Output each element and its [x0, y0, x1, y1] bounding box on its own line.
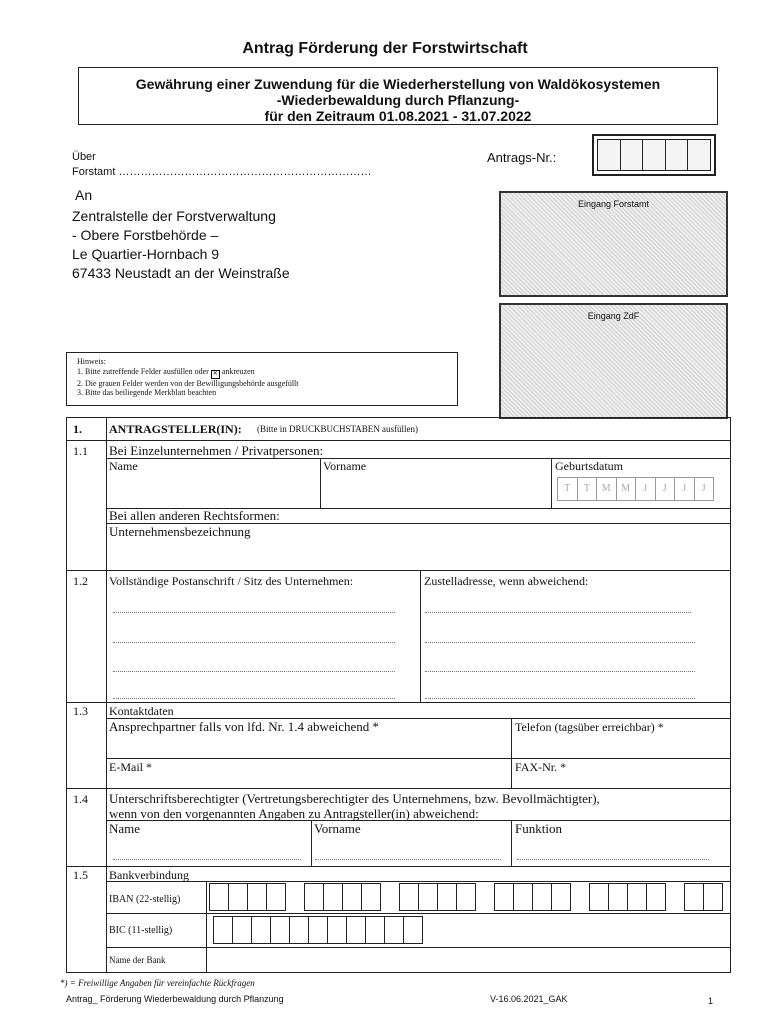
recipient-line-2: - Obere Forstbehörde –	[72, 227, 219, 243]
iban-digit-cell[interactable]	[266, 883, 286, 911]
divider	[106, 881, 730, 882]
iban-digit-cell[interactable]	[209, 883, 229, 911]
ueber-block	[72, 150, 371, 180]
hinweis-item-2: 2. Die grauen Felder werden von der Bewilligungsbehörde ausgefüllt	[77, 378, 299, 388]
bank-name-label: Name der Bank	[109, 955, 166, 965]
iban-digit-cell[interactable]	[304, 883, 324, 911]
divider	[511, 820, 512, 866]
iban-digit-cell[interactable]	[532, 883, 552, 911]
divider	[67, 702, 730, 703]
unterschrift-heading-line-2: wenn von den vorgenannten Angaben zu Antragsteller(in) abweichend:	[109, 806, 479, 821]
iban-digit-cell[interactable]	[228, 883, 248, 911]
iban-digit-cell[interactable]	[361, 883, 381, 911]
divider	[311, 820, 312, 866]
iban-digit-cell[interactable]	[589, 883, 609, 911]
telefon-label[interactable]: Telefon (tagsüber erreichbar) *	[515, 720, 664, 734]
iban-digit-cell[interactable]	[608, 883, 628, 911]
other-forms-heading: Bei allen anderen Rechtsformen:	[109, 508, 280, 523]
hinweis-item-3: 3. Bitte das beiliegende Merkblatt beachten	[77, 388, 217, 397]
zustelladresse-label: Zustelladresse, wenn abweichend:	[424, 574, 589, 588]
divider	[67, 788, 730, 789]
bic-digit-cell[interactable]	[384, 916, 404, 944]
subtitle-line-2: -Wiederbewaldung durch Pflanzung-	[276, 92, 520, 108]
section-1-number: 1.	[73, 422, 82, 436]
iban-digit-cell[interactable]	[323, 883, 343, 911]
bic-digit-cell[interactable]	[365, 916, 385, 944]
divider	[551, 458, 552, 508]
subtitle-box	[78, 67, 718, 125]
name-label: Name	[109, 459, 138, 473]
bic-digit-cell[interactable]	[289, 916, 309, 944]
bic-digit-cell[interactable]	[232, 916, 252, 944]
divider	[67, 570, 730, 571]
geburtsdatum-label: Geburtsdatum	[555, 459, 623, 473]
unternehmen-label[interactable]: Unternehmensbezeichnung	[109, 524, 251, 539]
divider	[106, 913, 730, 914]
iban-digit-cell[interactable]	[399, 883, 419, 911]
iban-digit-cell[interactable]	[646, 883, 666, 911]
bic-digit-cell[interactable]	[251, 916, 271, 944]
divider	[106, 820, 730, 821]
antrags-nr-cell	[688, 140, 710, 170]
subtitle-line-1: Gewährung einer Zuwendung für die Wiederherstellung von Waldökosystemen	[135, 76, 661, 92]
hinweis-item-1	[77, 367, 447, 379]
antrags-nr-cell	[666, 140, 689, 170]
unterschrift-heading-line-1: Unterschriftsberechtigter (Vertretungsberechtigter des Unternehmens, bzw. Bevollmächtigter),	[109, 791, 600, 806]
forstamt-field[interactable]: Forstamt ……………………………………………………………	[72, 166, 372, 178]
hinweis-box	[66, 352, 458, 406]
kontaktdaten-heading: Kontaktdaten	[109, 704, 174, 718]
bic-digit-cell[interactable]	[327, 916, 347, 944]
footer-title: Antrag_ Förderung Wiederbewaldung durch Pflanzung	[66, 994, 284, 1004]
form-title: Antrag Förderung der Forstwirtschaft	[242, 40, 528, 57]
iban-digit-cell[interactable]	[684, 883, 704, 911]
iban-label: IBAN (22-stellig)	[109, 894, 181, 905]
section-1-4-number: 1.4	[73, 792, 88, 806]
vorname-label: Vorname	[323, 459, 367, 473]
iban-digit-cell[interactable]	[513, 883, 533, 911]
date-digit-cell[interactable]: J	[635, 477, 656, 501]
number-column-divider	[106, 418, 107, 972]
iban-digit-cell[interactable]	[551, 883, 571, 911]
section-1-5-number: 1.5	[73, 868, 88, 882]
date-digit-cell[interactable]: J	[674, 477, 695, 501]
unterschrift-name-field[interactable]	[113, 859, 301, 860]
section-1-2-number: 1.2	[73, 574, 88, 588]
eingang-zdf-label: Eingang ZdF	[587, 311, 640, 321]
zustelladresse-line[interactable]	[425, 642, 695, 643]
zustelladresse-line[interactable]	[425, 698, 695, 699]
divider	[420, 570, 421, 702]
funktion-field[interactable]	[517, 859, 709, 860]
bankverbindung-heading: Bankverbindung	[109, 868, 189, 882]
an-label: An	[75, 187, 93, 203]
section-1-note: (Bitte in DRUCKBUCHSTABEN ausfüllen)	[257, 424, 419, 434]
bic-digit-cell[interactable]	[213, 916, 233, 944]
bic-digit-cell[interactable]	[270, 916, 290, 944]
date-digit-cell[interactable]: J	[655, 477, 676, 501]
zustelladresse-line[interactable]	[425, 671, 695, 672]
recipient-line-1: Zentralstelle der Forstverwaltung	[72, 208, 276, 224]
bank-name-field[interactable]	[207, 948, 729, 972]
date-digit-cell[interactable]: M	[616, 477, 637, 501]
ansprechpartner-label[interactable]: Ansprechpartner falls von lfd. Nr. 1.4 abweichend *	[109, 719, 380, 734]
recipient-line-4: 67433 Neustadt an der Weinstraße	[72, 265, 290, 281]
hinweis-item-1-suffix: ankreuzen	[221, 366, 255, 376]
divider	[320, 458, 321, 508]
postanschrift-line[interactable]	[113, 642, 395, 643]
subtitle-line-3: für den Zeitraum 01.08.2021 - 31.07.2022	[264, 108, 532, 124]
unterschrift-vorname-field[interactable]	[315, 859, 501, 860]
zustelladresse-line[interactable]	[425, 612, 691, 613]
iban-digit-cell[interactable]	[703, 883, 723, 911]
bic-digit-cell[interactable]	[308, 916, 328, 944]
unterschrift-name-label: Name	[109, 821, 141, 836]
ueber-label: Über	[72, 151, 96, 163]
footer-version: V-16.06.2021_GAK	[490, 994, 568, 1004]
iban-digit-cell[interactable]	[456, 883, 476, 911]
iban-digit-cell[interactable]	[437, 883, 457, 911]
recipient-line-3: Le Quartier-Hornbach 9	[72, 246, 220, 262]
antragsteller-form	[66, 417, 731, 973]
divider	[106, 758, 730, 759]
postanschrift-line[interactable]	[113, 698, 395, 699]
divider	[511, 718, 512, 788]
bic-digit-cell[interactable]	[403, 916, 423, 944]
divider	[67, 440, 730, 441]
divider	[67, 866, 730, 867]
iban-digit-cell[interactable]	[247, 883, 267, 911]
antrags-nr-cell	[643, 140, 666, 170]
date-digit-cell[interactable]: J	[694, 477, 715, 501]
funktion-label: Funktion	[515, 821, 562, 836]
iban-digit-cell[interactable]	[494, 883, 514, 911]
antrags-nr-label: Antrags-Nr.:	[487, 150, 557, 165]
eingang-forstamt-label: Eingang Forstamt	[577, 199, 650, 209]
eingang-zdf-box	[499, 303, 728, 419]
date-digit-cell[interactable]: M	[596, 477, 617, 501]
iban-digit-cell[interactable]	[342, 883, 362, 911]
antrags-nr-box	[592, 134, 716, 176]
date-digit-cell[interactable]: T	[557, 477, 578, 501]
recipient-address	[72, 207, 290, 283]
fax-label[interactable]: FAX-Nr. *	[515, 760, 567, 774]
iban-digit-cell[interactable]	[627, 883, 647, 911]
iban-digit-cell[interactable]	[418, 883, 438, 911]
unterschrift-vorname-label: Vorname	[314, 821, 361, 836]
section-1-title: ANTRAGSTELLER(IN):	[109, 422, 242, 436]
section-1-1-heading: Bei Einzelunternehmen / Privatpersonen:	[109, 443, 324, 458]
section-1-3-number: 1.3	[73, 704, 88, 718]
bic-digit-cell[interactable]	[346, 916, 366, 944]
divider	[106, 458, 730, 459]
antrags-nr-cell	[621, 140, 644, 170]
antrags-nr-cell	[598, 140, 621, 170]
footnote: *) = Freiwillige Angaben für vereinfachte Rückfragen	[60, 978, 255, 988]
postanschrift-label: Vollständige Postanschrift / Sitz des Unternehmen:	[109, 574, 354, 588]
postanschrift-line[interactable]	[113, 671, 395, 672]
checked-box-icon: ✕	[212, 370, 218, 377]
section-1-1-number: 1.1	[73, 444, 88, 458]
page-number: 1	[708, 996, 714, 1006]
postanschrift-line[interactable]	[113, 612, 395, 613]
email-label[interactable]: E-Mail *	[109, 760, 152, 774]
date-digit-cell[interactable]: T	[577, 477, 598, 501]
bic-label: BIC (11-stellig)	[109, 925, 173, 936]
hinweis-title: Hinweis:	[77, 357, 106, 366]
eingang-forstamt-box	[499, 191, 728, 297]
hinweis-item-1-text: 1. Bitte zutreffende Felder ausfüllen oder	[77, 366, 209, 376]
